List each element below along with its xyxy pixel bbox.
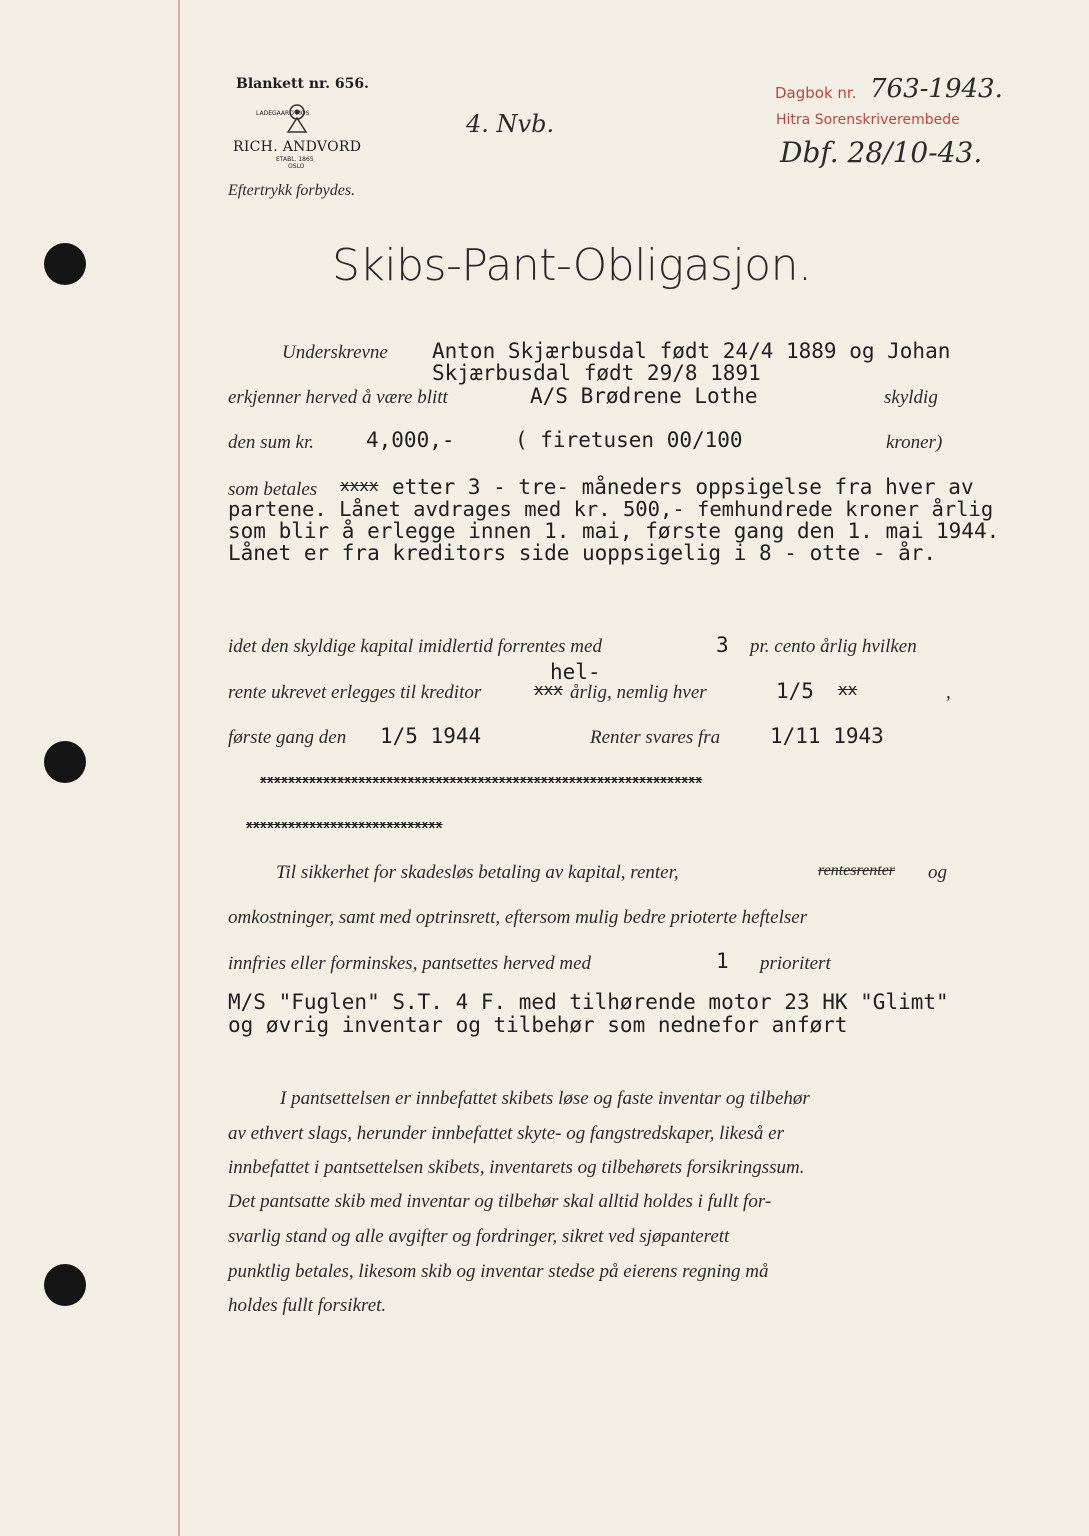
stamp-journal-label: Dagbok nr.	[775, 84, 857, 102]
kroner-label: kroner)	[886, 432, 943, 453]
punch-hole	[44, 1264, 86, 1306]
paid-label: som betales	[228, 479, 318, 500]
hel-insert: hel-	[550, 660, 601, 684]
clause-line-5: svarlig stand og alle avgifter og fordringer, sikret ved sjøpanterett	[228, 1226, 730, 1247]
first-payment-label: første gang den	[228, 727, 347, 748]
undersigned-label: Underskrevne	[282, 342, 388, 363]
rente-struck: xxx	[534, 680, 563, 699]
terms-line-1: etter 3 - tre- måneders oppsigelse fra hver av	[392, 475, 974, 499]
clause-line-7: holdes fullt forsikret.	[228, 1295, 387, 1316]
form-number: Blankett nr. 656.	[236, 76, 369, 92]
interest-label: idet den skyldige kapital imidlertid forrentes med	[228, 636, 602, 657]
vessel-line-1: M/S "Fuglen" S.T. 4 F. med tilhørende motor 23 HK "Glimt"	[228, 990, 949, 1014]
acknowledge-label: erkjenner herved å være blitt	[228, 387, 448, 408]
first-payment-date: 1/5 1944	[380, 724, 482, 748]
security-line-1a: Til sikkerhet for skadesløs betaling av kapital, renter,	[276, 862, 679, 883]
rente-struck-2: xx	[838, 680, 858, 699]
interest-rate: 3	[716, 633, 729, 657]
sum-words: ( firetusen 00/100	[515, 428, 743, 452]
comma-mark: ,	[946, 682, 951, 703]
terms-line-2: partene. Lånet avdrages med kr. 500,- femhundrede kroner årlig	[228, 497, 994, 521]
rente-date: 1/5	[776, 679, 814, 703]
debtor-line-1: Anton Skjærbusdal født 24/4 1889 og Johan	[432, 339, 951, 363]
terms-line-4: Lånet er fra kreditors side uoppsigelig i 8 - otte - år.	[228, 541, 937, 565]
priority-label: prioritert	[760, 953, 831, 974]
sum-label: den sum kr.	[228, 432, 315, 453]
handwritten-note: 4. Nvb.	[466, 110, 555, 138]
interest-label-2: pr. cento årlig hvilken	[750, 636, 917, 657]
publisher-mark: LADEGAARD MOS	[256, 110, 310, 117]
publisher-name: RICH. ANDVORD	[233, 139, 362, 155]
paid-struck: xxxx	[340, 476, 379, 495]
punch-hole	[44, 243, 86, 285]
clause-line-2: av ethvert slags, herunder innbefattet skyte- og fangstredskaper, likeså er	[228, 1123, 784, 1144]
security-line-1b: og	[928, 862, 947, 883]
publisher-established: ETABL. 1865	[276, 156, 314, 163]
reprint-notice: Eftertrykk forbydes.	[228, 182, 356, 199]
creditor-name: A/S Brødrene Lothe	[530, 384, 758, 408]
punch-hole	[44, 741, 86, 783]
rente-label-2: årlig, nemlig hver	[570, 682, 707, 703]
struck-line-2: xxxxxxxxxxxxxxxxxxxxxxxxxxxx	[246, 818, 443, 831]
clause-line-4: Det pantsatte skib med inventar og tilbehør skal alltid holdes i fullt for-	[228, 1191, 772, 1212]
security-struck: rentesrenter	[818, 862, 896, 879]
stamp-date: Dbf. 28/10-43.	[780, 136, 983, 169]
struck-line-1: xxxxxxxxxxxxxxxxxxxxxxxxxxxxxxxxxxxxxxxxxxxxxxxxxxxxxxxxxxxxxxx	[260, 773, 703, 786]
terms-line-3: som blir å erlegge innen 1. mai, første gang den 1. mai 1944.	[228, 519, 1000, 543]
sum-value: 4,000,-	[366, 428, 455, 452]
margin-rule	[178, 0, 180, 1536]
clause-line-1: I pantsettelsen er innbefattet skibets løse og faste inventar og tilbehør	[280, 1088, 810, 1109]
interest-from-label: Renter svares fra	[590, 727, 721, 748]
priority-number: 1	[716, 949, 729, 973]
clause-line-3: innbefattet i pantsettelsen skibets, inventarets og tilbehørets forsikringssum.	[228, 1157, 805, 1178]
document-title: Skibs-Pant-Obligasjon.	[332, 240, 812, 291]
vessel-line-2: og øvrig inventar og tilbehør som nednefor anført	[228, 1013, 848, 1037]
clause-line-6: punktlig betales, likesom skib og inventar stedse på eierens regning må	[228, 1261, 769, 1282]
publisher-logo-icon	[282, 102, 312, 134]
interest-from-date: 1/11 1943	[770, 724, 884, 748]
security-line-2: omkostninger, samt med optrinsrett, eftersom mulig bedre prioterte heftelser	[228, 907, 808, 928]
stamp-journal-number: 763-1943.	[870, 74, 1003, 104]
debtor-line-2: Skjærbusdal født 29/8 1891	[432, 361, 761, 385]
rente-label: rente ukrevet erlegges til kreditor	[228, 682, 482, 703]
stamp-office: Hitra Sorenskriverembede	[776, 112, 960, 128]
security-line-3: innfries eller forminskes, pantsettes herved med	[228, 953, 592, 974]
owed-label: skyldig	[884, 387, 938, 408]
publisher-city: OSLO	[288, 163, 305, 170]
